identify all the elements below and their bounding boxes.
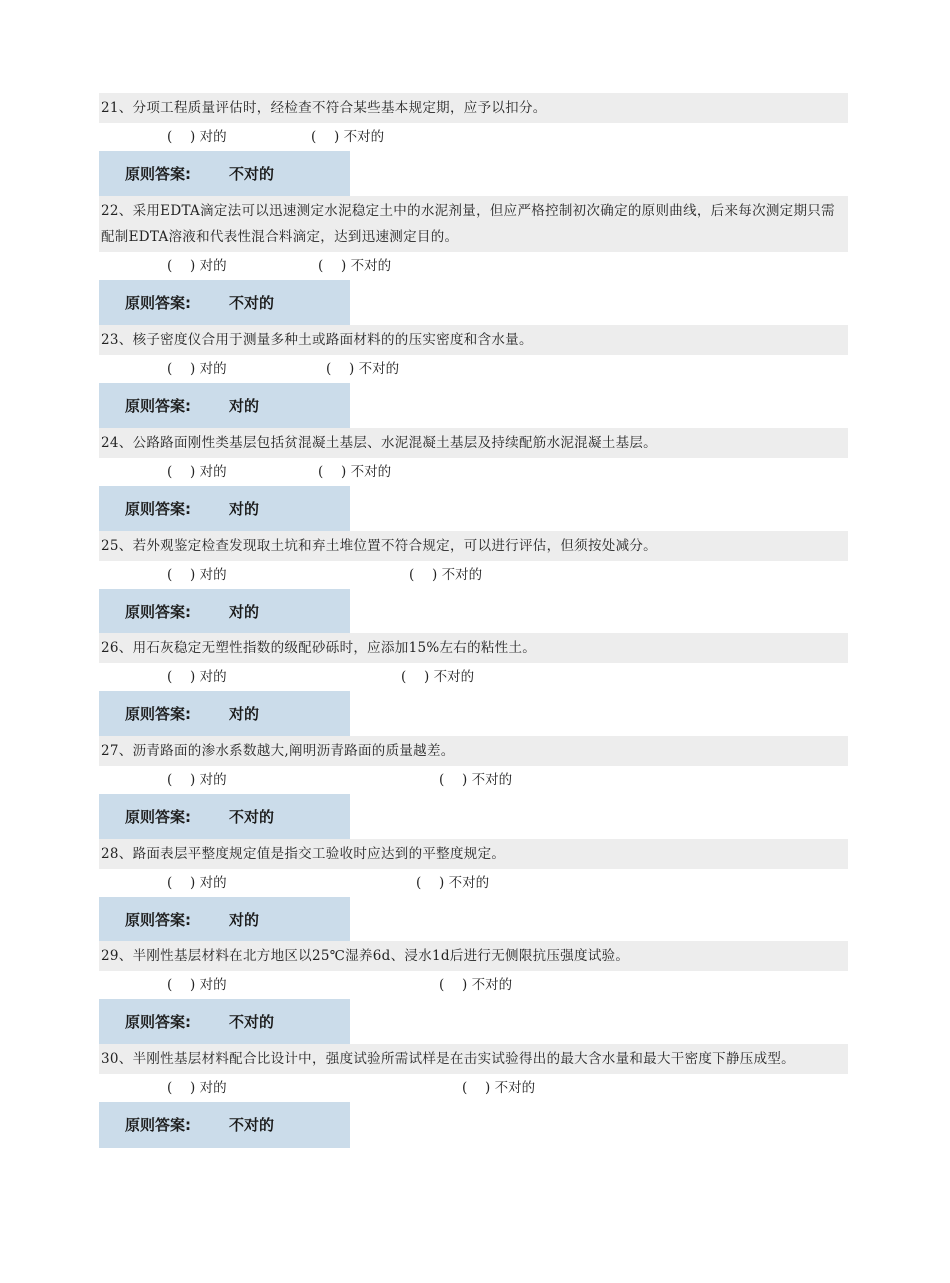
question-24: [99, 428, 848, 532]
answer-box: [99, 691, 350, 737]
question-options: [99, 458, 848, 486]
option-incorrect: ( ) 不对的: [416, 875, 490, 891]
question-options: [99, 869, 848, 897]
option-correct: ( ) 对的: [167, 875, 227, 891]
option-incorrect: ( ) 不对的: [401, 669, 475, 685]
option-correct: ( ) 对的: [167, 258, 227, 274]
option-incorrect: ( ) 不对的: [326, 361, 400, 377]
question-text: 29、半刚性基层材料在北方地区以25℃湿养6d、浸水1d后进行无侧限抗压强度试验。: [99, 941, 848, 971]
answer-value: 不对的: [229, 1116, 275, 1134]
question-options: [99, 766, 848, 794]
option-correct: ( ) 对的: [167, 1080, 227, 1096]
question-text: 28、路面表层平整度规定值是指交工验收时应达到的平整度规定。: [99, 839, 848, 869]
question-text: 30、半刚性基层材料配合比设计中，强度试验所需试样是在击实试验得出的最大含水量和最大干密度下静压成型。: [99, 1044, 848, 1074]
answer-box: [99, 1102, 350, 1148]
option-incorrect: ( ) 不对的: [439, 977, 513, 993]
question-23: [99, 325, 848, 429]
answer-value: 对的: [229, 705, 260, 723]
option-correct: ( ) 对的: [167, 977, 227, 993]
question-28: [99, 839, 848, 943]
option-incorrect: ( ) 不对的: [318, 464, 392, 480]
answer-label: 原则答案:: [125, 808, 191, 826]
answer-value: 不对的: [229, 1013, 275, 1031]
question-options: [99, 123, 848, 151]
answer-label: 原则答案:: [125, 1013, 191, 1031]
option-incorrect: ( ) 不对的: [439, 772, 513, 788]
answer-value: 对的: [229, 911, 260, 929]
question-25: [99, 531, 848, 635]
question-text: 23、核子密度仪合用于测量多种土或路面材料的的压实密度和含水量。: [99, 325, 848, 355]
answer-label: 原则答案:: [125, 1116, 191, 1134]
option-correct: ( ) 对的: [167, 772, 227, 788]
answer-label: 原则答案:: [125, 911, 191, 929]
question-22: [99, 196, 848, 326]
question-30: [99, 1044, 848, 1148]
question-26: [99, 633, 848, 737]
question-text: 22、采用EDTA滴定法可以迅速测定水泥稳定土中的水泥剂量，但应严格控制初次确定的原则曲线，后来每次测定期只需配制EDTA溶液和代表性混合料滴定，达到迅速测定目的。: [99, 196, 848, 252]
answer-label: 原则答案:: [125, 165, 191, 183]
answer-box: [99, 589, 350, 635]
answer-box: [99, 897, 350, 943]
answer-value: 对的: [229, 397, 260, 415]
answer-label: 原则答案:: [125, 500, 191, 518]
question-options: [99, 1074, 848, 1102]
answer-value: 不对的: [229, 294, 275, 312]
option-incorrect: ( ) 不对的: [311, 129, 385, 145]
question-options: [99, 663, 848, 691]
question-options: [99, 561, 848, 589]
answer-value: 对的: [229, 500, 260, 518]
answer-box: [99, 999, 350, 1045]
option-correct: ( ) 对的: [167, 361, 227, 377]
question-text: 25、若外观鉴定检查发现取土坑和弃土堆位置不符合规定，可以进行评估，但须按处减分。: [99, 531, 848, 561]
answer-label: 原则答案:: [125, 705, 191, 723]
question-text: 24、公路路面刚性类基层包括贫混凝土基层、水泥混凝土基层及持续配筋水泥混凝土基层。: [99, 428, 848, 458]
option-correct: ( ) 对的: [167, 129, 227, 145]
option-incorrect: ( ) 不对的: [462, 1080, 536, 1096]
option-incorrect: ( ) 不对的: [318, 258, 392, 274]
answer-value: 不对的: [229, 165, 275, 183]
option-correct: ( ) 对的: [167, 464, 227, 480]
question-options: [99, 252, 848, 280]
answer-label: 原则答案:: [125, 603, 191, 621]
answer-value: 对的: [229, 603, 260, 621]
answer-box: [99, 794, 350, 840]
answer-box: [99, 151, 350, 197]
option-correct: ( ) 对的: [167, 567, 227, 583]
answer-box: [99, 486, 350, 532]
answer-label: 原则答案:: [125, 294, 191, 312]
answer-box: [99, 383, 350, 429]
question-27: [99, 736, 848, 840]
option-correct: ( ) 对的: [167, 669, 227, 685]
question-options: [99, 355, 848, 383]
question-21: [99, 93, 848, 197]
question-text: 26、用石灰稳定无塑性指数的级配砂砾时，应添加15%左右的粘性土。: [99, 633, 848, 663]
question-text: 21、分项工程质量评估时，经检查不符合某些基本规定期，应予以扣分。: [99, 93, 848, 123]
question-29: [99, 941, 848, 1045]
option-incorrect: ( ) 不对的: [409, 567, 483, 583]
question-text: 27、沥青路面的渗水系数越大,阐明沥青路面的质量越差。: [99, 736, 848, 766]
question-options: [99, 971, 848, 999]
answer-label: 原则答案:: [125, 397, 191, 415]
answer-box: [99, 280, 350, 326]
answer-value: 不对的: [229, 808, 275, 826]
